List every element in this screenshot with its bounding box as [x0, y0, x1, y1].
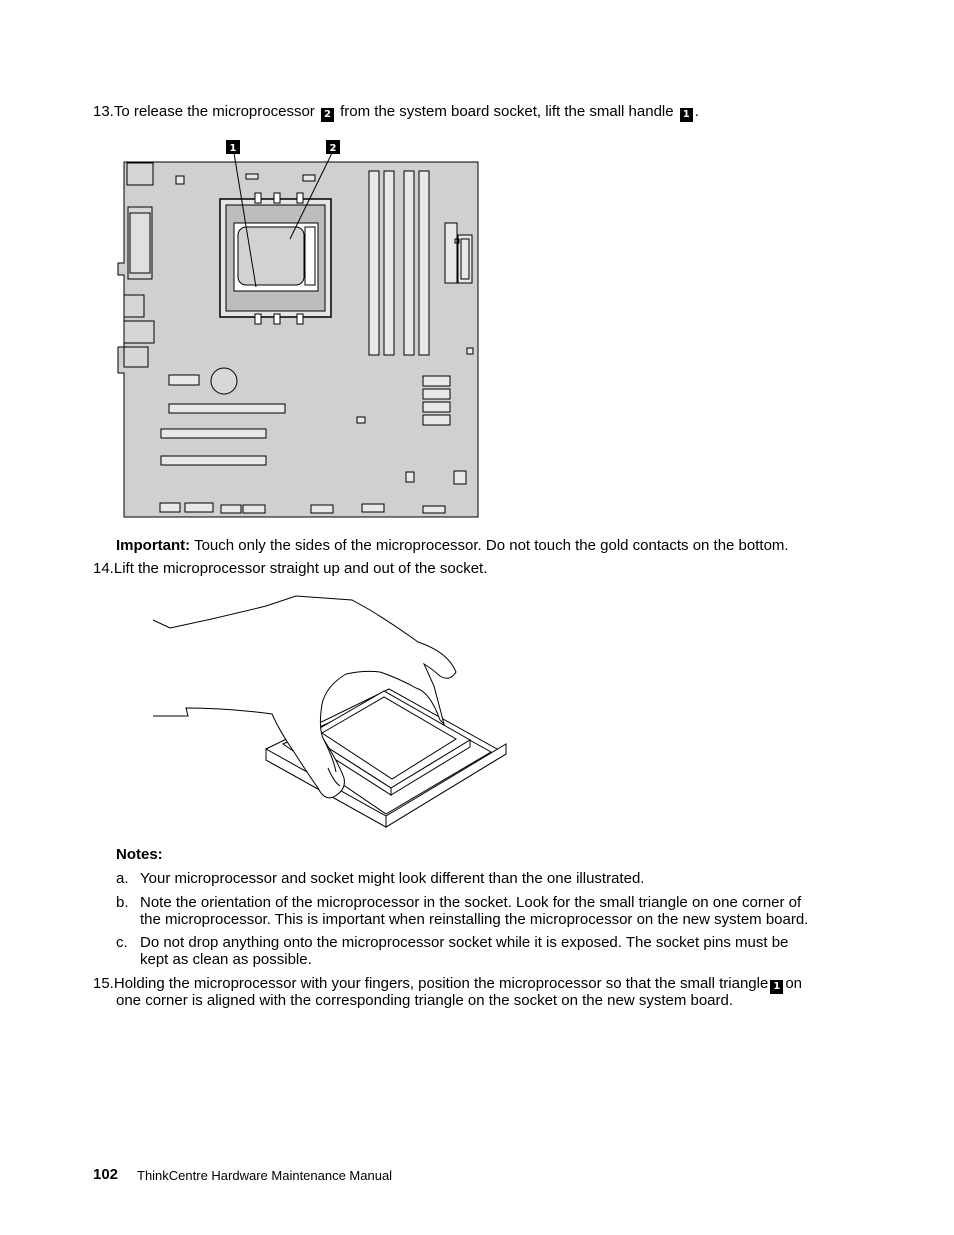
important-label: Important: [116, 537, 191, 554]
step-text: Lift the microprocessor straight up and out of the socket. [113, 560, 488, 577]
figure-callout-1: 1 [229, 143, 237, 154]
step-number: 15. [93, 975, 114, 992]
page-number: 102 [93, 1166, 119, 1183]
note-item-a [116, 870, 129, 888]
note-item-c [116, 934, 128, 952]
callout-2: 2 [321, 108, 334, 122]
important-note [116, 537, 789, 555]
step-14 [93, 560, 487, 578]
step-text: from the system board socket, lift the small handle [340, 103, 674, 120]
note-b-line-2: the microprocessor. This is important when reinstalling the microprocessor on the new system board. [140, 911, 809, 928]
figure-callout-2: 2 [329, 143, 337, 154]
step-15-line-2: one corner is aligned with the corresponding triangle on the socket on the new system board. [116, 992, 734, 1009]
important-text: Touch only the sides of the microprocessor. Do not touch the gold contacts on the bottom. [194, 537, 789, 554]
system-board-illustration [110, 135, 482, 523]
note-a-line-1: Your microprocessor and socket might look different than the one illustrated. [140, 870, 645, 887]
note-c-line-1: Do not drop anything onto the microprocessor socket while it is exposed. The socket pins must be [140, 934, 789, 951]
note-b-line-1: Note the orientation of the microprocessor in the socket. Look for the small triangle on one corner of [140, 894, 802, 911]
step-number: 14. [93, 560, 114, 577]
note-marker: a. [116, 870, 129, 887]
callout-1: 1 [770, 980, 783, 994]
step-13 [93, 103, 699, 122]
note-marker: c. [116, 934, 128, 951]
step-text: on [785, 975, 803, 992]
note-c-line-2: kept as clean as possible. [140, 951, 312, 968]
step-text: To release the microprocessor [113, 103, 315, 120]
lift-microprocessor-illustration [148, 592, 513, 832]
callout-1: 1 [680, 108, 693, 122]
note-item-b [116, 894, 129, 912]
step-text: Holding the microprocessor with your fingers, position the microprocessor so that the small triangle [113, 975, 769, 992]
step-text: . [694, 103, 699, 120]
manual-title: ThinkCentre Hardware Maintenance Manual [137, 1168, 393, 1183]
step-number: 13. [93, 103, 114, 120]
note-marker: b. [116, 894, 129, 911]
notes-heading: Notes: [116, 846, 163, 863]
